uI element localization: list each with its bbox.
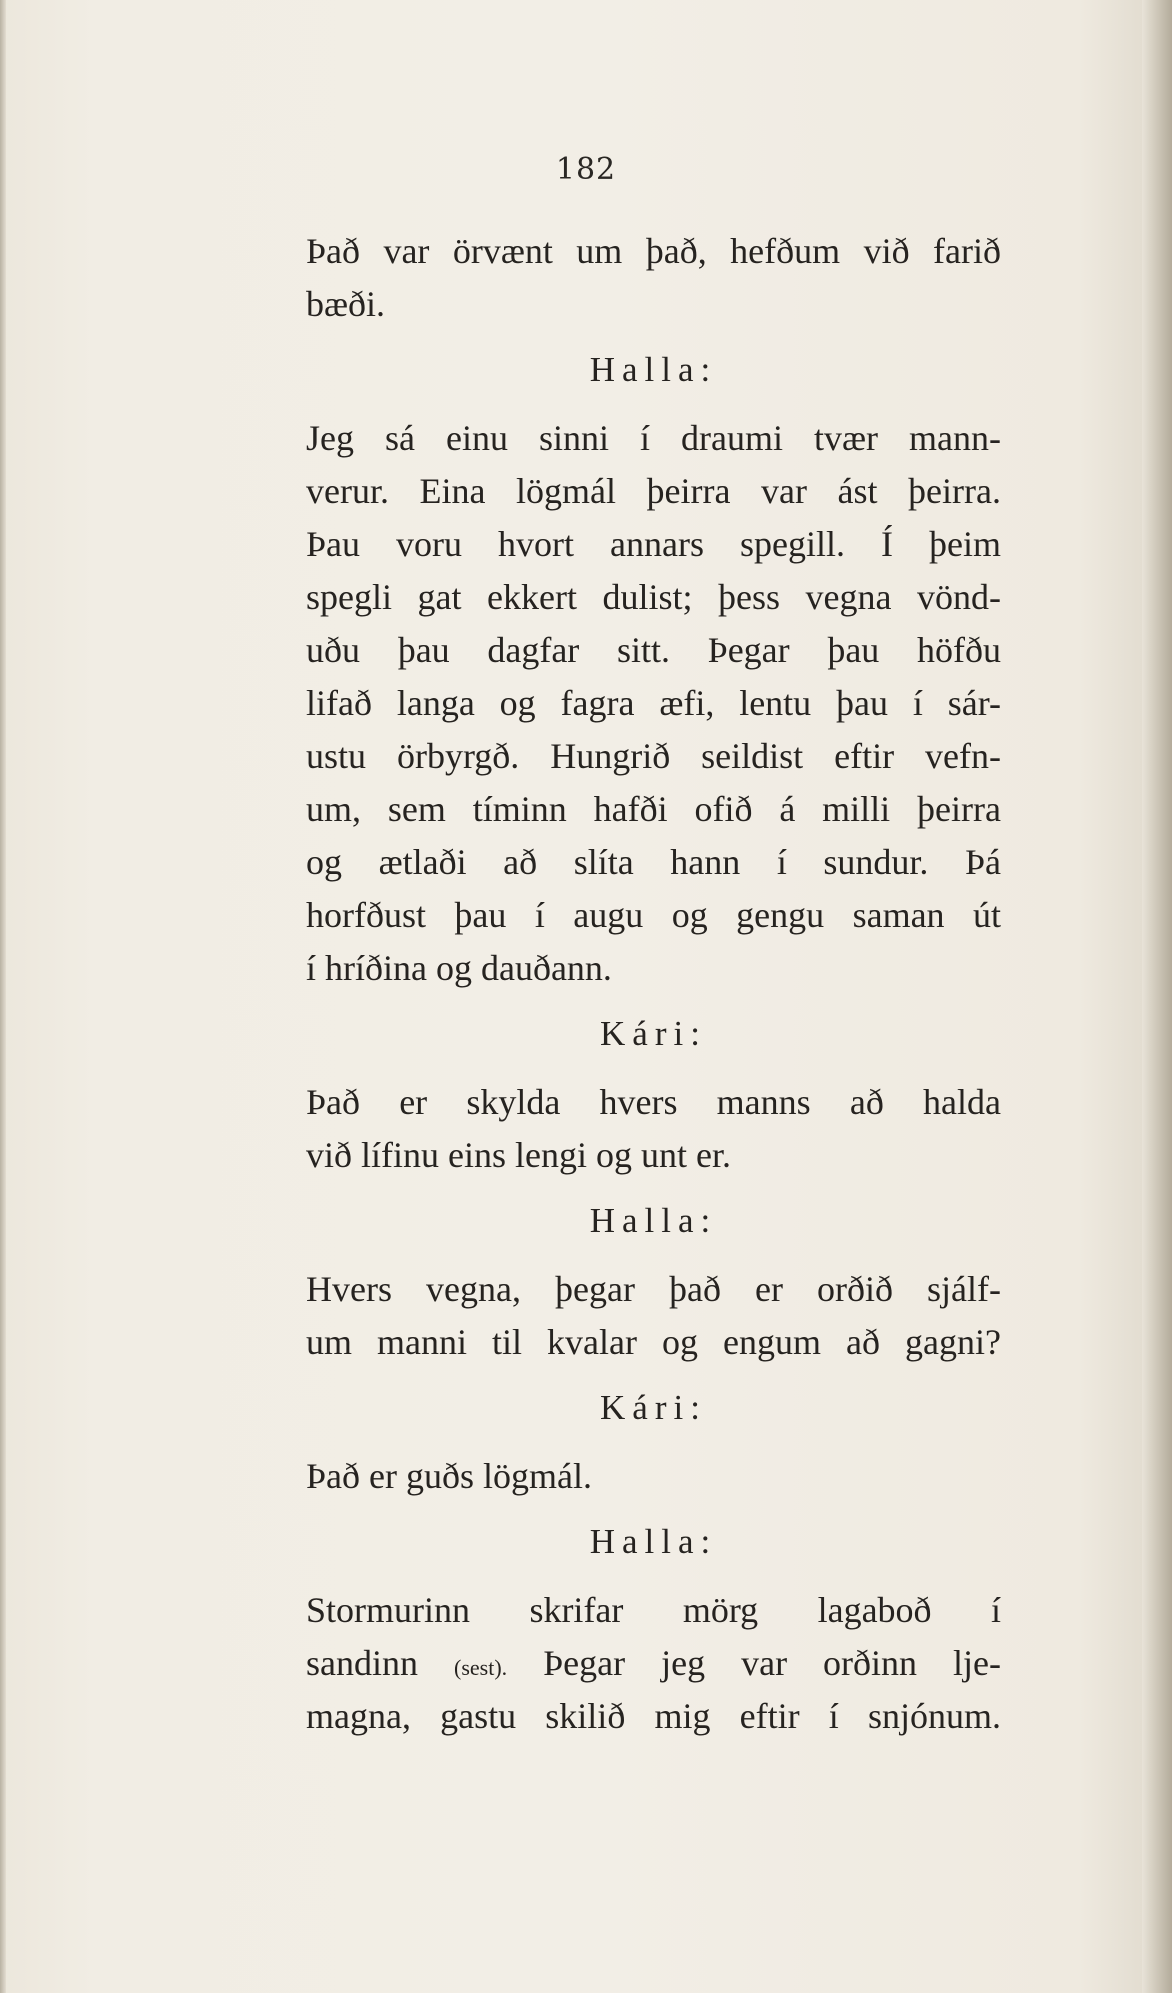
text-line: um manni til kvalar og engum að gagni?: [306, 1322, 1001, 1362]
speaker-name: Kári:: [600, 1014, 707, 1053]
play-text: [306, 225, 1001, 1743]
text-line: verur. Eina lögmál þeirra var ást þeirra.: [306, 471, 1001, 511]
page-left-edge: [0, 0, 6, 1993]
text-line: um, sem tíminn hafði ofið á milli þeirra: [306, 789, 1001, 829]
speaker-name: Kári:: [600, 1388, 707, 1427]
text-line: Það er guðs lögmál.: [306, 1456, 592, 1496]
stage-direction: (sest).: [454, 1655, 508, 1680]
text-line: við lífinu eins lengi og unt er.: [306, 1135, 731, 1175]
text-word: sandinn: [306, 1643, 418, 1683]
text-line: í hríðina og dauðann.: [306, 948, 612, 988]
text-fragment: Þegar jeg var orðinn lje-: [543, 1643, 1001, 1683]
text-line: Það er skylda hvers manns að halda: [306, 1082, 1001, 1122]
speaker-name: Halla:: [589, 350, 718, 389]
text-line: bæði.: [306, 284, 386, 324]
text-line: Hvers vegna, þegar það er orðið sjálf-: [306, 1269, 1001, 1309]
text-line: spegli gat ekkert dulist; þess vegna vönd-: [306, 577, 1001, 617]
text-line: Jeg sá einu sinni í draumi tvær mann-: [306, 418, 1001, 458]
text-line: horfðust þau í augu og gengu saman út: [306, 895, 1001, 935]
page-number: 182: [555, 152, 617, 187]
text-line: ustu örbyrgð. Hungrið seildist eftir vefn-: [306, 736, 1001, 776]
text-line: Þau voru hvort annars spegill. Í þeim: [306, 524, 1001, 564]
text-line: uðu þau dagfar sitt. Þegar þau höfðu: [306, 630, 1001, 670]
text-line: Það var örvænt um það, hefðum við farið: [306, 231, 1001, 271]
page-right-edge: [1142, 0, 1172, 1993]
speaker-name: Halla:: [589, 1201, 718, 1240]
text-line: magna, gastu skilið mig eftir í snjónum.: [306, 1696, 1001, 1736]
text-line: Stormurinn skrifar mörg lagaboð í: [306, 1590, 1001, 1630]
speaker-name: Halla:: [589, 1522, 718, 1561]
text-line: lifað langa og fagra æfi, lentu þau í sár-: [306, 683, 1001, 723]
text-line: [306, 1637, 1001, 1690]
text-line: og ætlaði að slíta hann í sundur. Þá: [306, 842, 1001, 882]
